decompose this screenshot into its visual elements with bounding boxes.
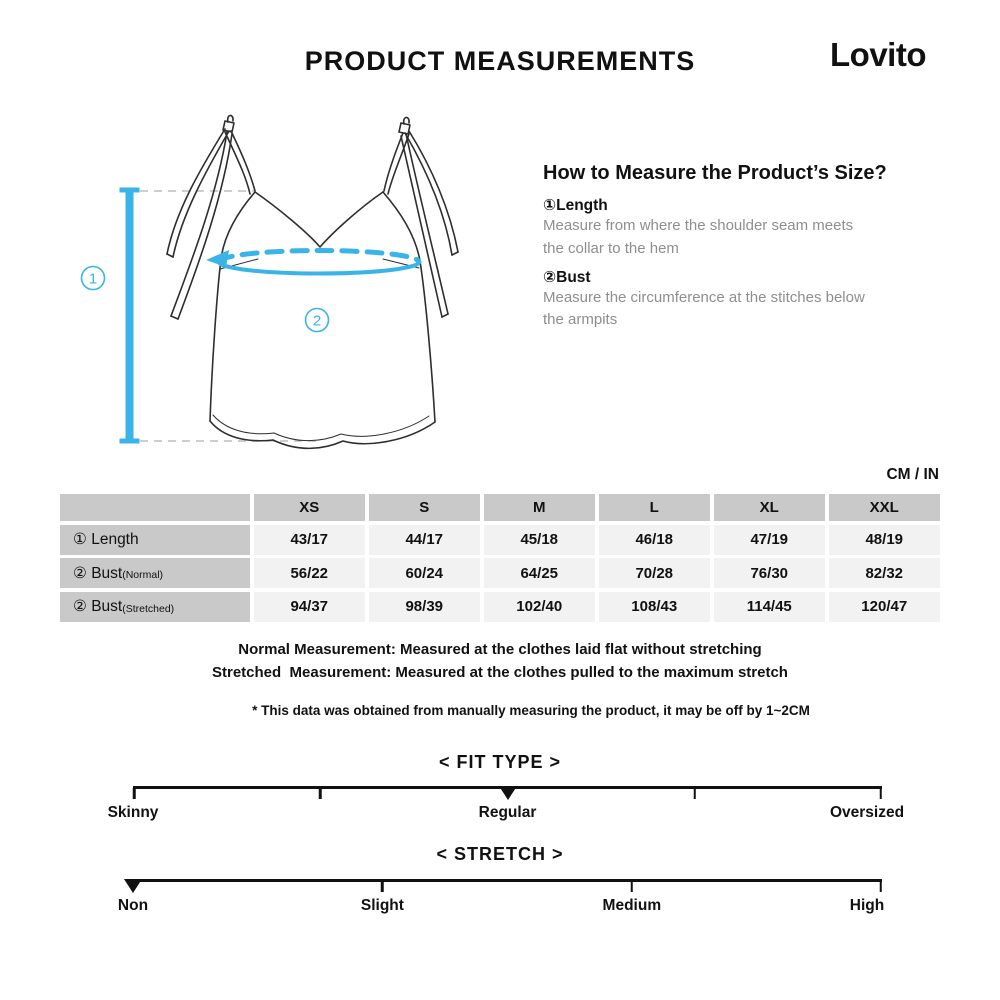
stretch-scale <box>117 879 885 921</box>
length-item-desc: Measure from where the shoulder seam meets the collar to the hem <box>543 217 854 257</box>
bust-item-desc: Measure the circumference at the stitches below the armpits <box>543 288 865 329</box>
bust-stretched-xs: 94/37 <box>254 592 366 622</box>
stretched-measurement-note: Stretched Measurement: Measured at the clothes pulled to the maximum stretch <box>212 664 788 681</box>
marker-2-label: 2 <box>312 312 322 330</box>
stretch-label-slight: Slight <box>360 897 404 914</box>
length-bar <box>126 190 134 441</box>
row-label-length: ① Length <box>60 525 250 555</box>
marker-1-label: 1 <box>88 270 98 288</box>
bust-stretched-m: 102/40 <box>484 592 596 622</box>
stretch-label-medium: Medium <box>602 897 662 914</box>
disclaimer-note: * This data was obtained from manually measuring the product, it may be off by 1~2CM <box>252 703 810 718</box>
size-header-xl: XL <box>714 494 826 521</box>
length-bar-bottom-cap <box>120 439 140 444</box>
bust-item-title: ②Bust <box>543 268 591 286</box>
length-marker <box>82 188 320 444</box>
bust-stretched-xxl: 120/47 <box>829 592 941 622</box>
bust-ellipse-front <box>219 262 419 274</box>
length-l: 46/18 <box>599 525 711 555</box>
stretch-scale-line <box>133 879 882 882</box>
size-header-m: M <box>484 494 596 521</box>
bust-stretched-l: 108/43 <box>599 592 711 622</box>
right-strap <box>384 133 403 191</box>
garment-measurement-diagram <box>60 110 500 460</box>
fit-type-title: < FIT TYPE > <box>438 752 562 772</box>
stretch-tick-medium <box>631 881 634 892</box>
bust-normal-xs: 56/22 <box>254 558 366 588</box>
size-header-l: L <box>599 494 711 521</box>
brand-logo: Lovito <box>830 36 926 73</box>
length-bar-top-cap <box>120 188 140 193</box>
stretch-pointer-arrow-icon <box>124 879 142 893</box>
left-strap <box>231 131 255 191</box>
fit-label-oversized: Oversized <box>829 804 905 821</box>
length-item-title: ①Length <box>543 197 608 214</box>
hem-inner <box>213 415 429 441</box>
measurements-table <box>60 494 940 622</box>
bust-normal-l: 70/28 <box>599 558 711 588</box>
how-to-measure-section <box>543 162 943 332</box>
stretch-tick-end <box>880 881 883 892</box>
stretch-label-high: High <box>849 897 885 914</box>
hem-outer <box>210 421 435 448</box>
length-xxl: 48/19 <box>829 525 941 555</box>
size-header-xxl: XXL <box>829 494 941 521</box>
fit-tick-start <box>133 788 136 799</box>
how-to-heading: How to Measure the Product’s Size? <box>543 162 887 184</box>
bust-arrowhead <box>206 250 229 267</box>
length-xs: 43/17 <box>254 525 366 555</box>
left-side-seam <box>210 192 255 421</box>
stretch-title: < STRETCH > <box>436 844 564 864</box>
bust-stretched-s: 98/39 <box>369 592 481 622</box>
bust-normal-m: 64/25 <box>484 558 596 588</box>
row-label-bust-normal: ② Bust (Normal) <box>60 558 250 588</box>
garment-outline <box>167 115 458 448</box>
right-tie-knot <box>399 123 410 134</box>
stretch-tick-slight <box>381 881 384 892</box>
length-xl: 47/19 <box>714 525 826 555</box>
fit-label-skinny: Skinny <box>107 804 159 821</box>
page-title: PRODUCT MEASUREMENTS <box>304 46 696 76</box>
stretch-label-non: Non <box>117 897 149 914</box>
bust-normal-xxl: 82/32 <box>829 558 941 588</box>
normal-measurement-note: Normal Measurement: Measured at the clothes laid flat without stretching <box>238 641 762 658</box>
fit-pointer-arrow-icon <box>499 786 517 800</box>
neckline <box>255 192 383 247</box>
fit-label-regular: Regular <box>478 804 537 821</box>
row-label-bust-stretched: ② Bust (Stretched) <box>60 592 250 622</box>
fit-tick-75 <box>694 788 697 799</box>
bust-marker <box>206 250 419 332</box>
table-corner-cell <box>60 494 250 521</box>
bust-stretched-xl: 114/45 <box>714 592 826 622</box>
fit-type-scale <box>107 786 905 828</box>
length-m: 45/18 <box>484 525 596 555</box>
fit-tick-end <box>880 788 883 799</box>
size-header-s: S <box>369 494 481 521</box>
size-header-xs: XS <box>254 494 366 521</box>
bust-normal-xl: 76/30 <box>714 558 826 588</box>
units-label: CM / IN <box>886 466 939 483</box>
fit-tick-25 <box>319 788 322 799</box>
length-s: 44/17 <box>369 525 481 555</box>
bust-normal-s: 60/24 <box>369 558 481 588</box>
